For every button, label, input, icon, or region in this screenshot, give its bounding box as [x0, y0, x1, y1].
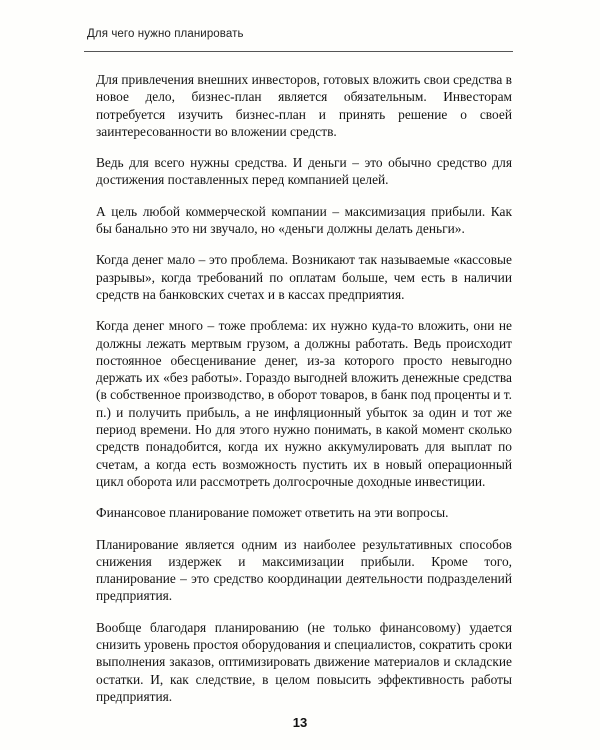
paragraph-little-money: Когда денег мало – это проблема. Возникают так называемые «кассовые разрывы», когда требований по оплатам больше, чем есть в наличии средств на банковских счетах и в кассах предприятия.: [96, 252, 512, 302]
paragraph-planning-benefits: Вообще благодаря планированию (не только финансовому) удается снизить уровень простоя оборудования и специалистов, сократить сроки выполнения заказов, оптимизировать движение материалов и складские остатки. И, как следствие, в целом повысить эффективность работы предприятия.: [96, 619, 512, 704]
header-rule: [84, 51, 513, 52]
body-text: [96, 71, 512, 719]
paragraph-planning-efficiency: Планирование является одним из наиболее результативных способов снижения издержек и максимизации прибыли. Кроме того, планирование – это средство координации деятельности подразделений предприятия.: [96, 536, 512, 604]
paragraph-investors: Для привлечения внешних инвесторов, готовых вложить свои средства в новое дело, бизнес-план является обязательным. Инвесторам потребуется изучить бизнес-план и принять решение о своей заинтересованности во вложении средств.: [96, 72, 512, 139]
paragraph-funds: Ведь для всего нужны средства. И деньги – это обычно средство для достижения поставленных перед компанией целей.: [96, 155, 512, 188]
page-number: 13: [292, 715, 308, 730]
paragraph-profit-goal: А цель любой коммерческой компании – максимизация прибыли. Как бы банально это ни звучало, но «деньги должны делать деньги».: [96, 203, 512, 237]
running-header: Для чего нужно планировать: [87, 28, 244, 40]
paragraph-much-money: Когда денег много – тоже проблема: их нужно куда-то вложить, они не должны лежать мертвым грузом, а должны работать. Ведь происходит постоянное обесценивание денег, из-за которого просто невыгодно держать их «без работы». Гораздо выгодней вложить денежные средства (в собственное производство, в оборот товаров, в банк под проценты и т. п.) и получить прибыль, а не инфляционный убыток за один и тот же период времени. Но для этого нужно понимать, в какой момент сколько средств понадобится, когда их нужно аккумулировать для выплат по счетам, а когда есть возможность пустить их в новый операционный цикл оборота или рассмотреть долгосрочные доходные инвестиции.: [96, 318, 512, 489]
paragraph-financial-planning: Финансовое планирование поможет ответить на эти вопросы.: [96, 505, 449, 521]
